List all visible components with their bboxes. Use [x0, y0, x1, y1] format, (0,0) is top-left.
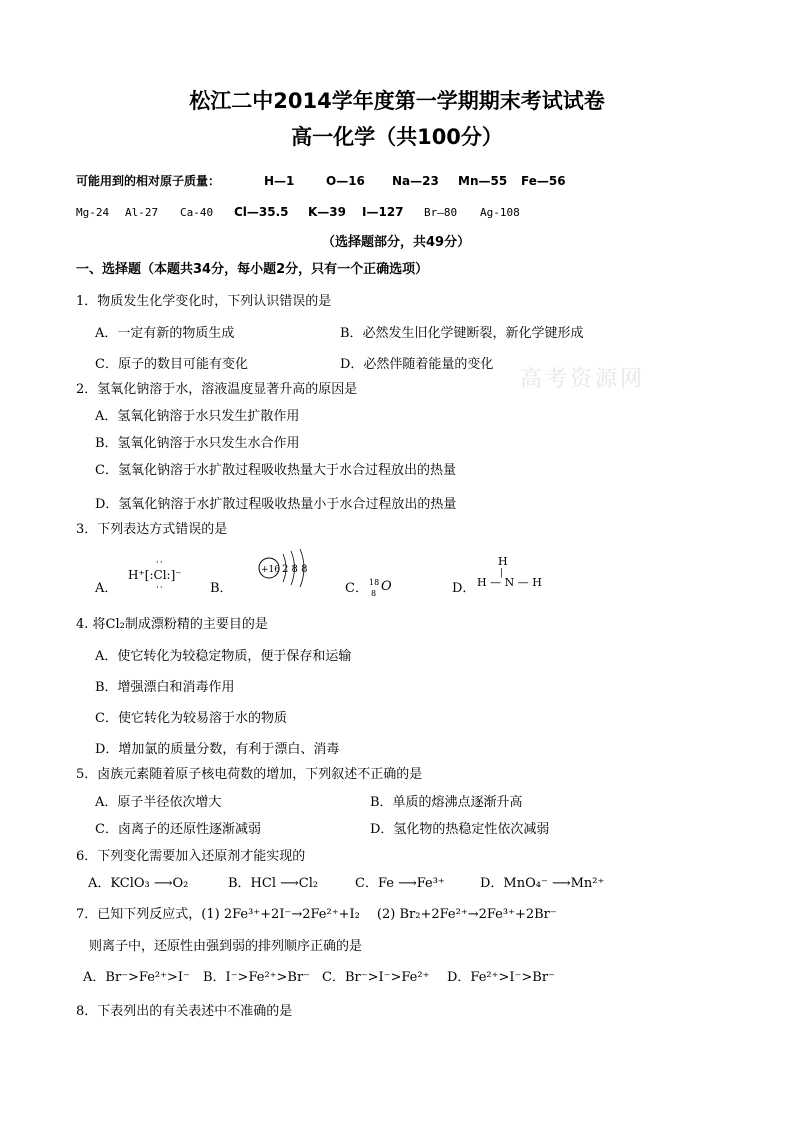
question-4-stem: 4. 将Cl₂制成漂粉精的主要目的是 [76, 617, 268, 632]
atomic-mass-h: H—1 [264, 174, 295, 188]
question-6-option-b: B．HCl ⟶Cl₂ [228, 876, 319, 891]
question-4-option-a: A．使它转化为较稳定物质，便于保存和运输 [95, 649, 352, 664]
exam-title: 松江二中2014学年度第一学期期末考试试卷 [189, 89, 605, 113]
question-3-option-d: D． [452, 581, 476, 596]
nh3-bond-vertical: | [500, 568, 504, 578]
question-7-subtext: 则离子中，还原性由强到弱的排列顺序正确的是 [89, 939, 363, 954]
question-7-option-b: B．I⁻>Fe²⁺>Br⁻ [203, 970, 311, 985]
question-2-option-d: D．氢氧化钠溶于水扩散过程吸收热量小于水合过程放出的热量 [95, 497, 457, 512]
atomic-mass-label: 可能用到的相对原子质量： [76, 174, 221, 188]
atom-structure-diagram [256, 548, 320, 588]
question-6-option-a: A．KClO₃ ⟶O₂ [88, 876, 189, 891]
question-5-option-b: B．单质的熔沸点逐渐升高 [370, 795, 523, 810]
question-7-option-c: C．Br⁻>I⁻>Fe²⁺ [322, 970, 430, 985]
question-3-stem: 3．下列表达方式错误的是 [76, 522, 228, 537]
question-1-stem: 1．物质发生化学变化时，下列认识错误的是 [76, 294, 332, 309]
question-7-stem: 7．已知下列反应式，(1) 2Fe³⁺+2I⁻→2Fe²⁺+I₂ (2) Br₂+2Fe²⁺→2Fe³⁺+2Br⁻ [76, 907, 557, 922]
question-2-option-c: C．氢氧化钠溶于水扩散过程吸收热量大于水合过程放出的热量 [95, 463, 456, 478]
electron-dots-top: ·· [156, 558, 164, 568]
atomic-mass-o: O—16 [326, 174, 365, 188]
nucleus-charge: +16 [261, 565, 280, 575]
atomic-mass-ag: Ag-108 [480, 206, 520, 219]
question-4-option-c: C．使它转化为较易溶于水的物质 [95, 711, 287, 726]
section-heading: 一、选择题（本题共34分，每小题2分，只有一个正确选项） [76, 262, 429, 277]
atomic-mass-i: I—127 [362, 205, 404, 219]
question-5-option-d: D．氢化物的热稳定性依次减弱 [370, 822, 550, 837]
question-1-option-c: C．原子的数目可能有变化 [95, 357, 248, 372]
nh3-structure: H — N — H [477, 576, 542, 589]
electron-configuration: 2 8 8 [282, 564, 308, 575]
exam-subtitle: 高一化学（共100分） [291, 125, 503, 149]
atomic-mass-mn: Mn—55 [458, 174, 508, 188]
atomic-mass-br: Br—80 [424, 206, 458, 219]
electron-dots-bottom: ·· [156, 583, 164, 593]
question-1-option-b: B．必然发生旧化学键断裂，新化学键形成 [340, 326, 584, 341]
question-7-option-a: A．Br⁻>Fe²⁺>I⁻ [83, 970, 190, 985]
question-4-option-b: B．增强漂白和消毒作用 [95, 680, 235, 695]
question-3-option-a: A． [95, 581, 118, 596]
question-5-option-c: C．卤离子的还原性逐渐减弱 [95, 822, 261, 837]
question-6-stem: 6．下列变化需要加入还原剂才能实现的 [76, 849, 306, 864]
atomic-mass-fe: Fe—56 [521, 174, 566, 188]
question-1-option-d: D．必然伴随着能量的变化 [340, 357, 494, 372]
nh3-top-h: H [498, 555, 508, 568]
atomic-mass-al: Al-27 [125, 206, 159, 219]
question-5-option-a: A．原子半径依次增大 [95, 795, 222, 810]
atomic-mass-ca: Ca-40 [180, 206, 214, 219]
atomic-mass-na: Na—23 [392, 174, 439, 188]
question-5-stem: 5．卤族元素随着原子核电荷数的增加，下列叙述不正确的是 [76, 767, 423, 782]
isotope-mass-number: 18 [369, 578, 380, 587]
question-3-a-formula: H⁺[:Cl:]⁻ [128, 568, 182, 582]
question-2-stem: 2．氢氧化钠溶于水，溶液温度显著升高的原因是 [76, 382, 358, 397]
isotope-atomic-number: 8 [371, 589, 377, 598]
atomic-mass-mg: Mg-24 [76, 206, 110, 219]
atomic-mass-cl: Cl—35.5 [234, 205, 289, 219]
question-2-option-a: A．氢氧化钠溶于水只发生扩散作用 [95, 409, 300, 424]
question-7-option-d: D．Fe²⁺>I⁻>Br⁻ [447, 970, 555, 985]
question-6-option-d: D．MnO₄⁻ ⟶Mn²⁺ [480, 876, 605, 891]
question-4-option-d: D．增加氯的质量分数，有利于漂白、消毒 [95, 742, 340, 757]
question-1-option-a: A．一定有新的物质生成 [95, 326, 235, 341]
question-6-option-c: C．Fe ⟶Fe³⁺ [355, 876, 445, 891]
atomic-mass-k: K—39 [308, 205, 346, 219]
question-8-stem: 8．下表列出的有关表述中不准确的是 [76, 1004, 293, 1019]
question-3-option-b: B． [210, 581, 233, 596]
watermark: 高考资源网 [520, 367, 646, 392]
section-note: （选择题部分，共49分） [322, 235, 471, 250]
question-3-option-c: C． [345, 581, 368, 596]
question-2-option-b: B．氢氧化钠溶于水只发生水合作用 [95, 436, 300, 451]
isotope-symbol: O [381, 579, 392, 594]
